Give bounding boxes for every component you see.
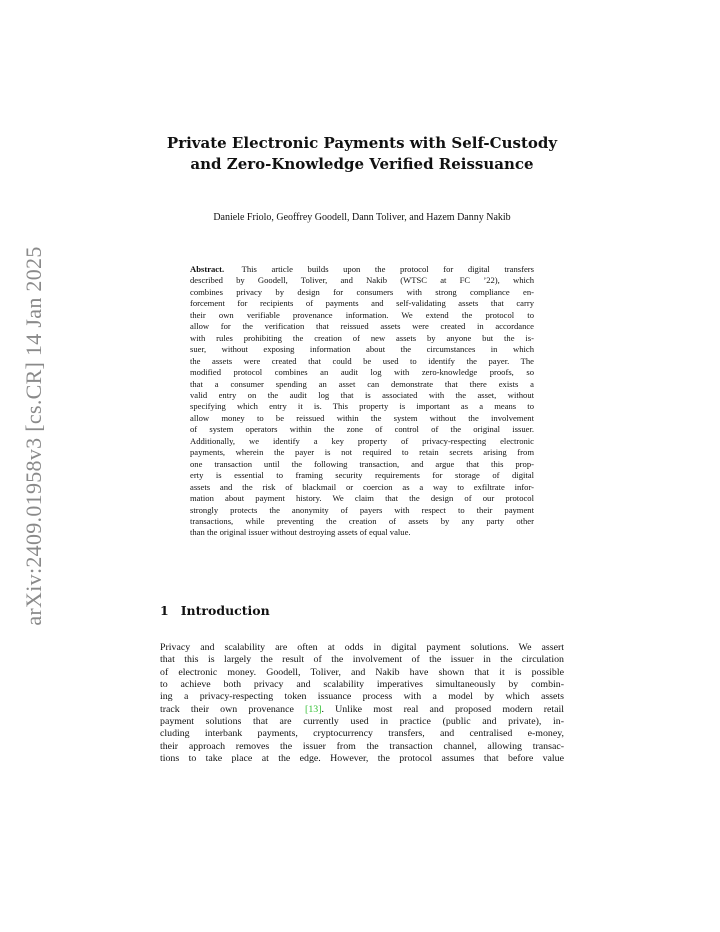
paragraph-line: Privacy and scalability are often at odds in digital payment solutions. We assert — [160, 642, 564, 653]
paragraph-line: track their own provenance [13]. Unlike most real and proposed modern retail — [160, 703, 564, 715]
abstract-line: specifying which entry it is. This property is important as a means to — [190, 401, 534, 412]
paper-title-line-1: Private Electronic Payments with Self-Custody — [166, 134, 558, 152]
paragraph-line: ing a privacy-respecting token issuance process with a model by which assets — [160, 691, 564, 703]
abstract-line: combines privacy by design for consumers with strong compliance en- — [190, 286, 534, 297]
abstract-line: erty is essential to framing security requirements for storage of digital — [190, 470, 534, 481]
paper-title-line-2: and Zero-Knowledge Verified Reissuance — [190, 155, 534, 173]
section-heading-introduction — [160, 603, 564, 618]
paragraph-line: of electronic money. Goodell, Toliver, and Nakib have shown that it is possible — [160, 666, 564, 678]
abstract-line: assets and the risk of blackmail or coercion as a way to exfiltrate infor- — [190, 481, 534, 492]
abstract-line: valid entry on the audit log that is associated with the asset, without — [190, 389, 534, 400]
abstract-line: with rules prohibiting the creation of new assets by anyone but the is- — [190, 332, 534, 343]
paragraph-line: cluding interbank payments, cryptocurrency transfers, and centralised e-money, — [160, 728, 564, 740]
citation-link[interactable]: [13] — [305, 703, 322, 715]
abstract-line: allow for the verification that reissued assets were created in accordance — [190, 321, 534, 332]
abstract-line: strongly protects the anonymity of payers with respect to their payment — [190, 504, 534, 515]
abstract-line: that a consumer spending an asset can demonstrate that there exists a — [190, 378, 534, 389]
paragraph-line: their approach removes the issuer from the transaction channel, allowing transac- — [160, 740, 564, 752]
section-title: Introduction — [180, 603, 270, 618]
paragraph-line: to achieve both privacy and scalability imperatives simultaneously by combin- — [160, 679, 564, 691]
abstract-line: described by Goodell, Toliver, and Nakib (WTSC at FC ’22), which — [190, 275, 534, 286]
abstract-line: suer, without exposing information about the circumstances in which — [190, 344, 534, 355]
abstract-line: of system operators within the zone of control of the original issuer. — [190, 424, 534, 435]
paragraph-line: tions to take place at the edge. However, the protocol assumes that before value — [160, 753, 564, 765]
paragraph-line: that this is largely the result of the involvement of the issuer in the circulation — [160, 654, 564, 666]
paper-title — [150, 133, 574, 175]
abstract-line: Additionally, we identify a key property of privacy-respecting electronic — [190, 435, 534, 446]
abstract-line: one transaction until the following transaction, and argue that this prop- — [190, 458, 534, 469]
abstract-line: transactions, while preventing the creation of assets by any party other — [190, 515, 534, 526]
abstract-line: forcement for recipients of payments and self-validating assets that carry — [190, 298, 534, 309]
arxiv-identifier-stamp: arXiv:2409.01958v3 [cs.CR] 14 Jan 2025 — [21, 246, 46, 626]
abstract-line: their own verifiable provenance information. We extend the protocol to — [190, 309, 534, 320]
paragraph-line: payment solutions that are currently used in practice (public and private), in- — [160, 716, 564, 728]
abstract-block — [190, 264, 534, 539]
abstract-heading: Abstract. — [190, 264, 225, 274]
abstract-line: Abstract. This article builds upon the protocol for digital transfers — [190, 264, 534, 274]
section-number: 1 — [160, 603, 169, 618]
abstract-line: modified protocol combines an audit log with zero-knowledge proofs, so — [190, 367, 534, 378]
introduction-paragraph — [160, 642, 564, 765]
paper-authors: Daniele Friolo, Geoffrey Goodell, Dann Toliver, and Hazem Danny Nakib — [213, 212, 511, 223]
abstract-line: the assets were created that could be used to identify the payer. The — [190, 355, 534, 366]
abstract-line: mation about payment history. We claim that the design of our protocol — [190, 493, 534, 504]
abstract-line: than the original issuer without destroying assets of equal value. — [190, 527, 411, 538]
abstract-line: allow money to be reissued within the system without the involvement — [190, 412, 534, 423]
abstract-line: payments, wherein the payer is not required to retain secrets arising from — [190, 447, 534, 458]
